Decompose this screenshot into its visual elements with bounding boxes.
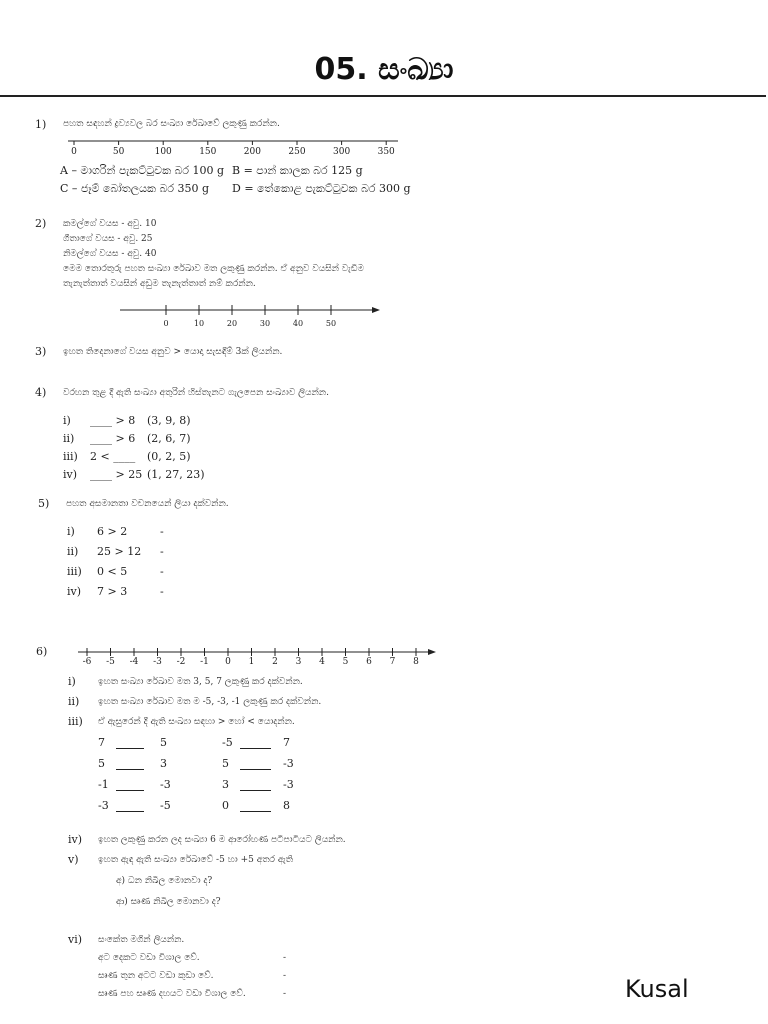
q6-answer-blank [116, 769, 144, 770]
q1-tick-label: 350 [377, 147, 395, 157]
q6-comparison-c: 5 [222, 757, 229, 770]
q6-i-text: ඉහත සංඛ්‍යා රේඛාව මත 3, 5, 7 ලකුණු කර දක්වන්න. [98, 677, 303, 687]
q6-comparison-a: -1 [98, 778, 109, 791]
q1-item-b: B = පාන් කාලක බර 125 g [232, 164, 363, 177]
q6-comparison-b: -5 [160, 799, 171, 812]
q2-tick-label: 10 [193, 319, 205, 328]
q6-i-label: i) [68, 675, 76, 688]
q6-comparison-c: 3 [222, 778, 229, 791]
q5-number: 5) [38, 497, 50, 510]
q6-vi-item-text: අට දෙකට වඩා විශාල වේ. [98, 953, 200, 963]
q1-tick-label: 250 [288, 147, 306, 157]
q2-tick-label: 50 [325, 319, 337, 328]
q1-number-line [60, 135, 405, 160]
q6-v-text: ඉහත ඇඳ ඇති සංඛ්‍යා රේඛාවේ -5 හා +5 අතර ඇති [98, 855, 293, 865]
q6-v-a: අ) ධන නිඛිල මොනවා ද? [116, 876, 213, 886]
q6-iv-label: iv) [68, 833, 83, 846]
q4-item-expr: ____ > 6 [90, 432, 136, 445]
q6-tick-label: 8 [413, 657, 419, 667]
q4-item-label: ii) [63, 432, 75, 445]
q6-answer-blank [116, 790, 144, 791]
q4-item-label: iv) [63, 468, 78, 481]
q6-comparison-a: -3 [98, 799, 109, 812]
q6-tick-label: -5 [106, 657, 115, 667]
q6-comparison-d: -3 [283, 757, 294, 770]
author-signature: Kusal [625, 975, 689, 1003]
q6-comparison-b: 5 [160, 736, 167, 749]
q4-item-options: (2, 6, 7) [147, 432, 191, 445]
q5-item-dash: - [160, 585, 164, 598]
q5-item-expr: 6 > 2 [97, 525, 128, 538]
q1-tick-label: 150 [199, 147, 217, 157]
q6-comparison-b: -3 [160, 778, 171, 791]
q6-comparison-c: 0 [222, 799, 229, 812]
q6-vi-label: vi) [68, 933, 83, 946]
q5-item-label: iii) [67, 565, 82, 578]
q3-number: 3) [35, 345, 47, 358]
q2-line-1: කමල්ගේ වයස - අවු. 10 [63, 219, 157, 229]
q2-line-5: තැනැත්තාත් වයසින් අඩුම තැනැත්තාත් නම් කරන්න. [63, 279, 256, 289]
title-underline [0, 95, 766, 97]
q6-number: 6) [36, 645, 48, 658]
q6-vi-text: සංකේත මගින් ලියන්න. [98, 935, 185, 945]
q6-comparison-a: 5 [98, 757, 105, 770]
q2-tick-label: 0 [163, 319, 169, 328]
q5-item-dash: - [160, 525, 164, 538]
q6-vi-item-text: සෘණ තුන අටට වඩා කුඩා වේ. [98, 971, 214, 981]
q6-tick-label: -3 [153, 657, 162, 667]
q6-vi-item-text: සෘණ පහ සෘණ දහයට වඩා විශාල වේ. [98, 989, 246, 999]
q1-tick-label: 0 [71, 147, 77, 157]
q6-comparison-d: -3 [283, 778, 294, 791]
q6-answer-blank [240, 811, 271, 812]
q6-comparison-a: 7 [98, 736, 105, 749]
q5-item-label: iv) [67, 585, 82, 598]
q6-tick-label: 5 [342, 657, 349, 667]
q1-number: 1) [35, 118, 47, 131]
q6-tick-label: -2 [176, 657, 186, 667]
q6-tick-label: -4 [129, 657, 139, 667]
q6-comparison-d: 8 [283, 799, 290, 812]
q1-item-c: C – ජෑම් බෝතලයක බර 350 g [60, 182, 210, 195]
q6-comparison-d: 7 [283, 736, 290, 749]
q4-item-label: i) [63, 414, 71, 427]
q4-item-options: (1, 27, 23) [147, 468, 205, 481]
q6-tick-label: 6 [366, 657, 372, 667]
q3-text: ඉහත තිදෙනාගේ වයස අනුව > යොදා සැසඳීම් 3ක් ලියන්න. [63, 347, 283, 357]
q6-tick-label: 1 [248, 657, 255, 667]
q5-text: පහත අසමානතා වචනයෙන් ලියා දක්වන්න. [66, 499, 229, 509]
q2-tick-label: 40 [292, 319, 304, 328]
q6-tick-label: 0 [225, 657, 231, 667]
q6-v-b: ආ) සෘණ නිඛිල මොනවා ද? [116, 897, 221, 907]
q2-line-2: ගීතාගේ වයස - අවු. 25 [63, 234, 153, 244]
q6-answer-blank [116, 748, 144, 749]
q1-item-d: D = තේකොළ පැකට්ටුවක බර 300 g [232, 182, 411, 195]
page-title: 05. සංඛ්‍යා [314, 52, 454, 87]
q6-vi-item-dash: - [283, 989, 287, 999]
q6-iii-label: iii) [68, 715, 83, 728]
q5-item-label: ii) [67, 545, 79, 558]
q6-tick-label: 4 [319, 657, 325, 667]
q6-axis-arrow [428, 649, 436, 655]
q4-item-expr: 2 < ____ [90, 450, 136, 463]
q2-axis-arrow [372, 307, 380, 313]
q5-item-dash: - [160, 565, 164, 578]
q6-answer-blank [240, 769, 271, 770]
q4-item-expr: ____ > 25 [90, 468, 143, 481]
q2-line-4: මෙම තොරතුරු පහත සංඛ්‍යා රේඛාව මත ලකුණු කරන්න. ඒ අනුව වයසින් වැඩිම [63, 264, 364, 274]
q6-comparison-b: 3 [160, 757, 167, 770]
q1-item-a: A – මාගරින් පැකට්ටුවක බර 100 g [60, 164, 225, 177]
q4-number: 4) [35, 386, 47, 399]
q6-iv-text: ඉහත ලකුණු කරන ලද සංඛ්‍යා 6 ම ආරෝහණ පටිපාටියට ලියන්න. [98, 835, 346, 845]
q4-item-label: iii) [63, 450, 78, 463]
q6-answer-blank [116, 811, 144, 812]
q6-number-line [76, 643, 438, 671]
q6-tick-label: -6 [82, 657, 92, 667]
q4-item-options: (3, 9, 8) [147, 414, 191, 427]
q6-vi-item-dash: - [283, 953, 287, 963]
q2-number-line [118, 302, 383, 330]
q6-ii-text: ඉහත සංඛ්‍යා රේඛාව මත ම -5, -3, -1 ලකුණු කර දක්වන්න. [98, 697, 322, 707]
q6-tick-label: 7 [389, 657, 396, 667]
q2-tick-label: 20 [226, 319, 238, 328]
q6-vi-item-dash: - [283, 971, 287, 981]
q5-item-label: i) [67, 525, 75, 538]
q1-tick-label: 50 [112, 147, 125, 157]
q1-tick-label: 200 [243, 147, 261, 157]
q5-item-expr: 25 > 12 [97, 545, 142, 558]
q1-instruction: පහත සඳහන් ද්‍රව්‍යවල බර සංඛ්‍යා රේඛාවේ ලකුණු කරන්න. [63, 119, 280, 129]
q6-tick-label: 3 [295, 657, 302, 667]
q4-item-expr: ____ > 8 [90, 414, 136, 427]
q4-item-options: (0, 2, 5) [147, 450, 191, 463]
q6-comparison-c: -5 [222, 736, 233, 749]
q2-tick-label: 30 [259, 319, 271, 328]
q1-tick-label: 300 [333, 147, 351, 157]
q6-tick-label: 2 [272, 657, 278, 667]
q6-answer-blank [240, 748, 271, 749]
q6-v-label: v) [68, 853, 79, 866]
q1-tick-label: 100 [154, 147, 172, 157]
q2-number: 2) [35, 217, 47, 230]
q2-line-3: නිමල්ගේ වයස - අවු. 40 [63, 249, 157, 259]
q6-ii-label: ii) [68, 695, 80, 708]
q5-item-expr: 7 > 3 [97, 585, 128, 598]
q6-iii-text: ඒ ඇසුරෙන් දී ඇති සංඛ්‍යා සඳහා > හෝ < යොදන්න. [98, 717, 295, 727]
q4-text: වරහන තුළ දී ඇති සංඛ්‍යා අතුරින් හිස්තැනට ගැලපෙන සංඛ්‍යාව ලියන්න. [63, 388, 329, 398]
q6-answer-blank [240, 790, 271, 791]
q5-item-expr: 0 < 5 [97, 565, 128, 578]
q6-tick-label: -1 [200, 657, 209, 667]
q5-item-dash: - [160, 545, 164, 558]
